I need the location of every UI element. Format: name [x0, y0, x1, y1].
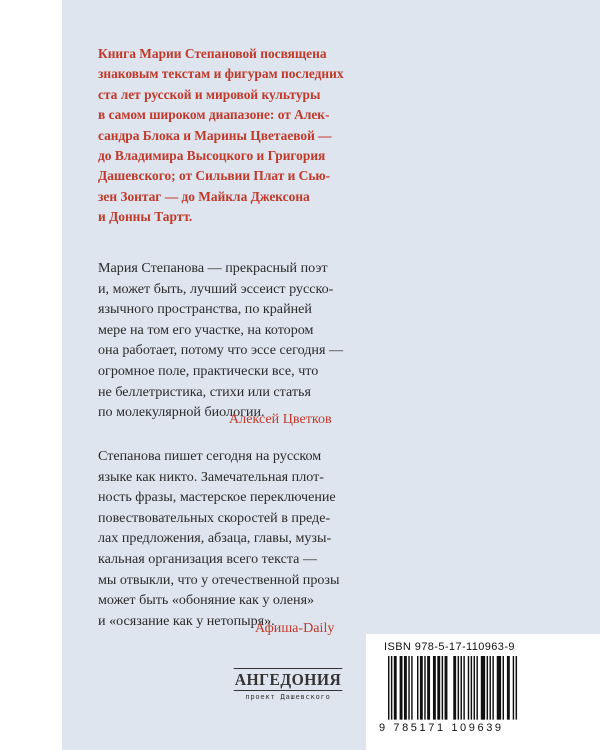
quote-line: и, может быть, лучший эссеист русско- [98, 280, 334, 297]
quote-line: ность фразы, мастерское переключение [98, 489, 336, 506]
barcode-bar [503, 656, 504, 720]
annotation-line: знаковым текстам и фигурам последних [98, 66, 344, 82]
barcode-bar [445, 656, 448, 720]
barcode-bar [433, 656, 436, 720]
quote-line: языке как никто. Замечательная плот- [98, 468, 324, 485]
review-quote-2 [98, 446, 398, 631]
barcode-bar [427, 656, 430, 720]
quote-line: Мария Степанова — прекрасный поэт [98, 260, 328, 276]
barcode-bar [453, 656, 456, 720]
quote-line: не беллетристика, стихи или статья [98, 383, 311, 400]
annotation-line: до Владимира Высоцкого и Григория [98, 148, 326, 164]
barcode-bar [497, 656, 501, 720]
review-quote-1 [98, 258, 398, 423]
quote-line: Степанова пишет сегодня на русском [98, 448, 322, 464]
quote-line: может быть «обоняние как у оленя» [98, 592, 315, 609]
barcode-bar [516, 656, 517, 720]
quote-author-2: Афиша-Daily [255, 620, 335, 636]
quote-line: огромное поле, практически все, что [98, 362, 319, 379]
barcode-bar [463, 656, 464, 720]
quote-line: язычного пространства, по крайней [98, 301, 312, 318]
quote-author-1: Алексей Цветков [229, 411, 332, 427]
barcode-bar [492, 656, 493, 720]
barcode-bar [507, 656, 510, 720]
isbn-label: ISBN 978-5-17-110963-9 [384, 641, 515, 653]
barcode-bar [471, 656, 472, 720]
barcode-bar [394, 656, 397, 720]
barcode-bar [404, 656, 407, 720]
barcode-bar [411, 656, 412, 720]
quote-line: она работает, потому что эссе сегодня — [98, 342, 344, 359]
logo-title: АНГЕДОНИЯ [234, 670, 342, 689]
quote-line: и «осязание как у нетопыря». [98, 612, 275, 629]
barcode-bar [487, 656, 488, 720]
barcode-bar [481, 656, 485, 720]
annotation-line: Дашевского; от Сильвии Плат и Сью- [98, 168, 331, 184]
annotation-line: Книга Марии Степановой посвящена [98, 46, 327, 61]
barcode-bar [417, 656, 418, 720]
annotation-line: зен Зонтаг — до Майкла Джексона [98, 188, 310, 204]
quote-line: лах предложения, абзаца, главы, музы- [98, 530, 332, 547]
barcode-bar [424, 656, 425, 720]
barcode-bar [490, 656, 491, 720]
quote-line: кальная организация всего текста — [98, 550, 318, 567]
barcode-bar [420, 656, 423, 720]
quote-line: мере на том его участке, на котором [98, 321, 314, 338]
book-annotation [98, 44, 368, 228]
barcode-bar [468, 656, 469, 720]
barcode-bar [437, 656, 440, 720]
barcode-bar [388, 656, 389, 720]
publisher-logo [229, 668, 347, 701]
barcode-bar [391, 656, 392, 720]
barcode-bar [408, 656, 409, 720]
barcode-bar [400, 656, 403, 720]
barcode-bar [474, 656, 475, 720]
annotation-line: и Донны Тартт. [98, 209, 193, 225]
barcode-bar [476, 656, 477, 720]
annotation-line: ста лет русской и мировой культуры [98, 86, 321, 102]
annotation-line: в самом широком диапазоне: от Алек- [98, 107, 330, 123]
barcode-bar [461, 656, 462, 720]
quote-line: по молекулярной биологии. [98, 404, 265, 421]
ean-digits: 9 785171 109639 [379, 722, 504, 734]
quote-line: повествовательных скоростей в преде- [98, 509, 331, 526]
barcode-bar [458, 656, 459, 720]
barcode-image [376, 656, 586, 726]
barcode-bar [442, 656, 443, 720]
barcode-bar [513, 656, 514, 720]
quote-line: мы отвыкли, что у отечественной прозы [98, 571, 340, 588]
logo-subtitle: проект Дашевского [245, 693, 331, 701]
annotation-line: сандра Блока и Марины Цветаевой — [98, 127, 332, 143]
